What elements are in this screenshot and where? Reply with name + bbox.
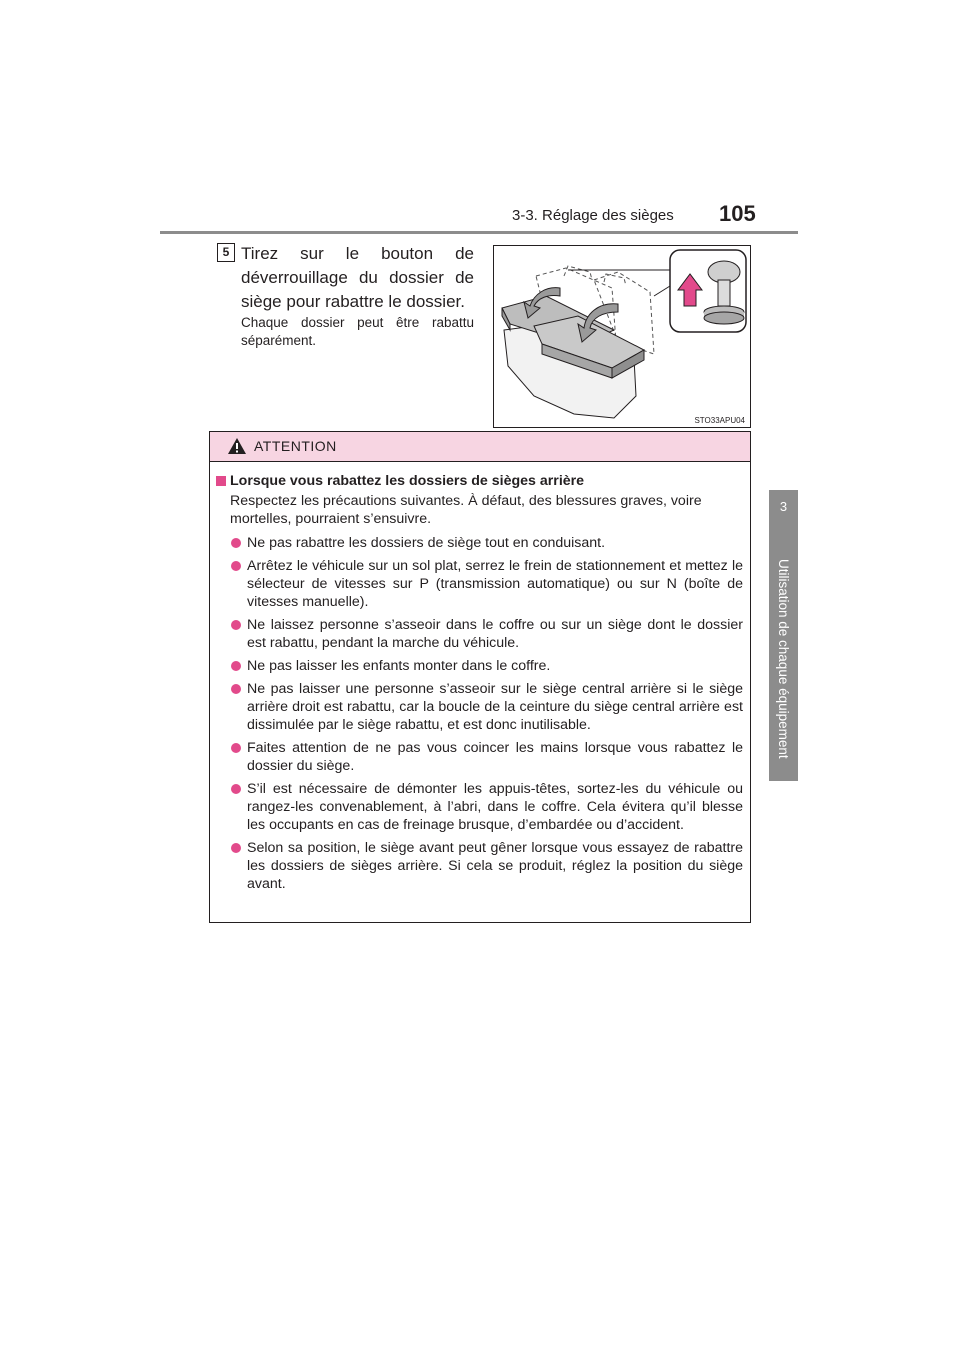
warning-bullet: S’il est nécessaire de démonter les appuis-têtes, sortez-les du véhicule ou rangez-les convenablement, à l’abri, dans le coffre. Cela évitera qu’il blesse les occupants en cas de freinage brusque, d’embardée ou d’accident. <box>216 780 743 834</box>
warning-bullet: Faites attention de ne pas vous coincer les mains lorsque vous rabattez le dossier du siège. <box>216 739 743 775</box>
step-number-badge: 5 <box>217 243 235 262</box>
page-number: 105 <box>719 201 756 226</box>
round-bullet-icon <box>231 538 241 548</box>
chapter-side-tab <box>769 490 798 781</box>
warning-title: ATTENTION <box>254 438 337 454</box>
warning-body <box>210 462 750 893</box>
round-bullet-icon <box>231 561 241 571</box>
step-note: Chaque dossier peut être rabattu séparément. <box>241 315 474 348</box>
folding-seat-drawing <box>494 246 750 427</box>
warning-box <box>209 431 751 923</box>
warning-bullet: Arrêtez le véhicule sur un sol plat, serrez le frein de stationnement et mettez le sélecteur de vitesses sur P (transmission automatique) ou sur N (boîte de vitesses manuelle). <box>216 557 743 611</box>
warning-intro: Respectez les précautions suivantes. À défaut, des blessures graves, voire mortelles, pourraient s’ensuivre. <box>230 493 702 527</box>
warning-bullet: Selon sa position, le siège avant peut gêner lorsque vous essayez de rabattre les dossiers de sièges arrière. Si cela se produit, réglez la position du siège avant. <box>216 839 743 893</box>
warning-header <box>210 432 750 462</box>
warning-bullet: Ne laissez personne s’asseoir dans le coffre ou sur un siège dont le dossier est rabattu, pendant la marche du véhicule. <box>216 616 743 652</box>
round-bullet-icon <box>231 843 241 853</box>
figure-code: STO33APU04 <box>694 416 745 425</box>
warning-bullet: Ne pas laisser les enfants monter dans le coffre. <box>216 657 743 675</box>
chapter-title: Utilisation de chaque équipement <box>776 558 791 759</box>
section-title: 3-3. Réglage des sièges <box>512 207 674 224</box>
warning-bullet: Ne pas laisser une personne s’asseoir sur le siège central arrière si le siège arrière droit est rabattu, car la boucle de la ceinture du siège central arrière est dissimulée par le siège rabattu, et est donc inutilisable. <box>216 680 743 734</box>
seat-folding-illustration <box>493 245 751 428</box>
round-bullet-icon <box>231 620 241 630</box>
warning-section-title: Lorsque vous rabattez les dossiers de sièges arrière <box>216 472 743 490</box>
round-bullet-icon <box>231 743 241 753</box>
step-instruction: Tirez sur le bouton de déverrouillage du dossier de siège pour rabattre le dossier. <box>241 244 474 311</box>
round-bullet-icon <box>231 784 241 794</box>
warning-bullet: Ne pas rabattre les dossiers de siège tout en conduisant. <box>216 534 743 552</box>
round-bullet-icon <box>231 684 241 694</box>
chapter-number: 3 <box>779 499 788 514</box>
warning-triangle-icon <box>227 437 247 455</box>
round-bullet-icon <box>231 661 241 671</box>
header-rule <box>160 231 798 234</box>
square-bullet-icon <box>216 476 226 486</box>
